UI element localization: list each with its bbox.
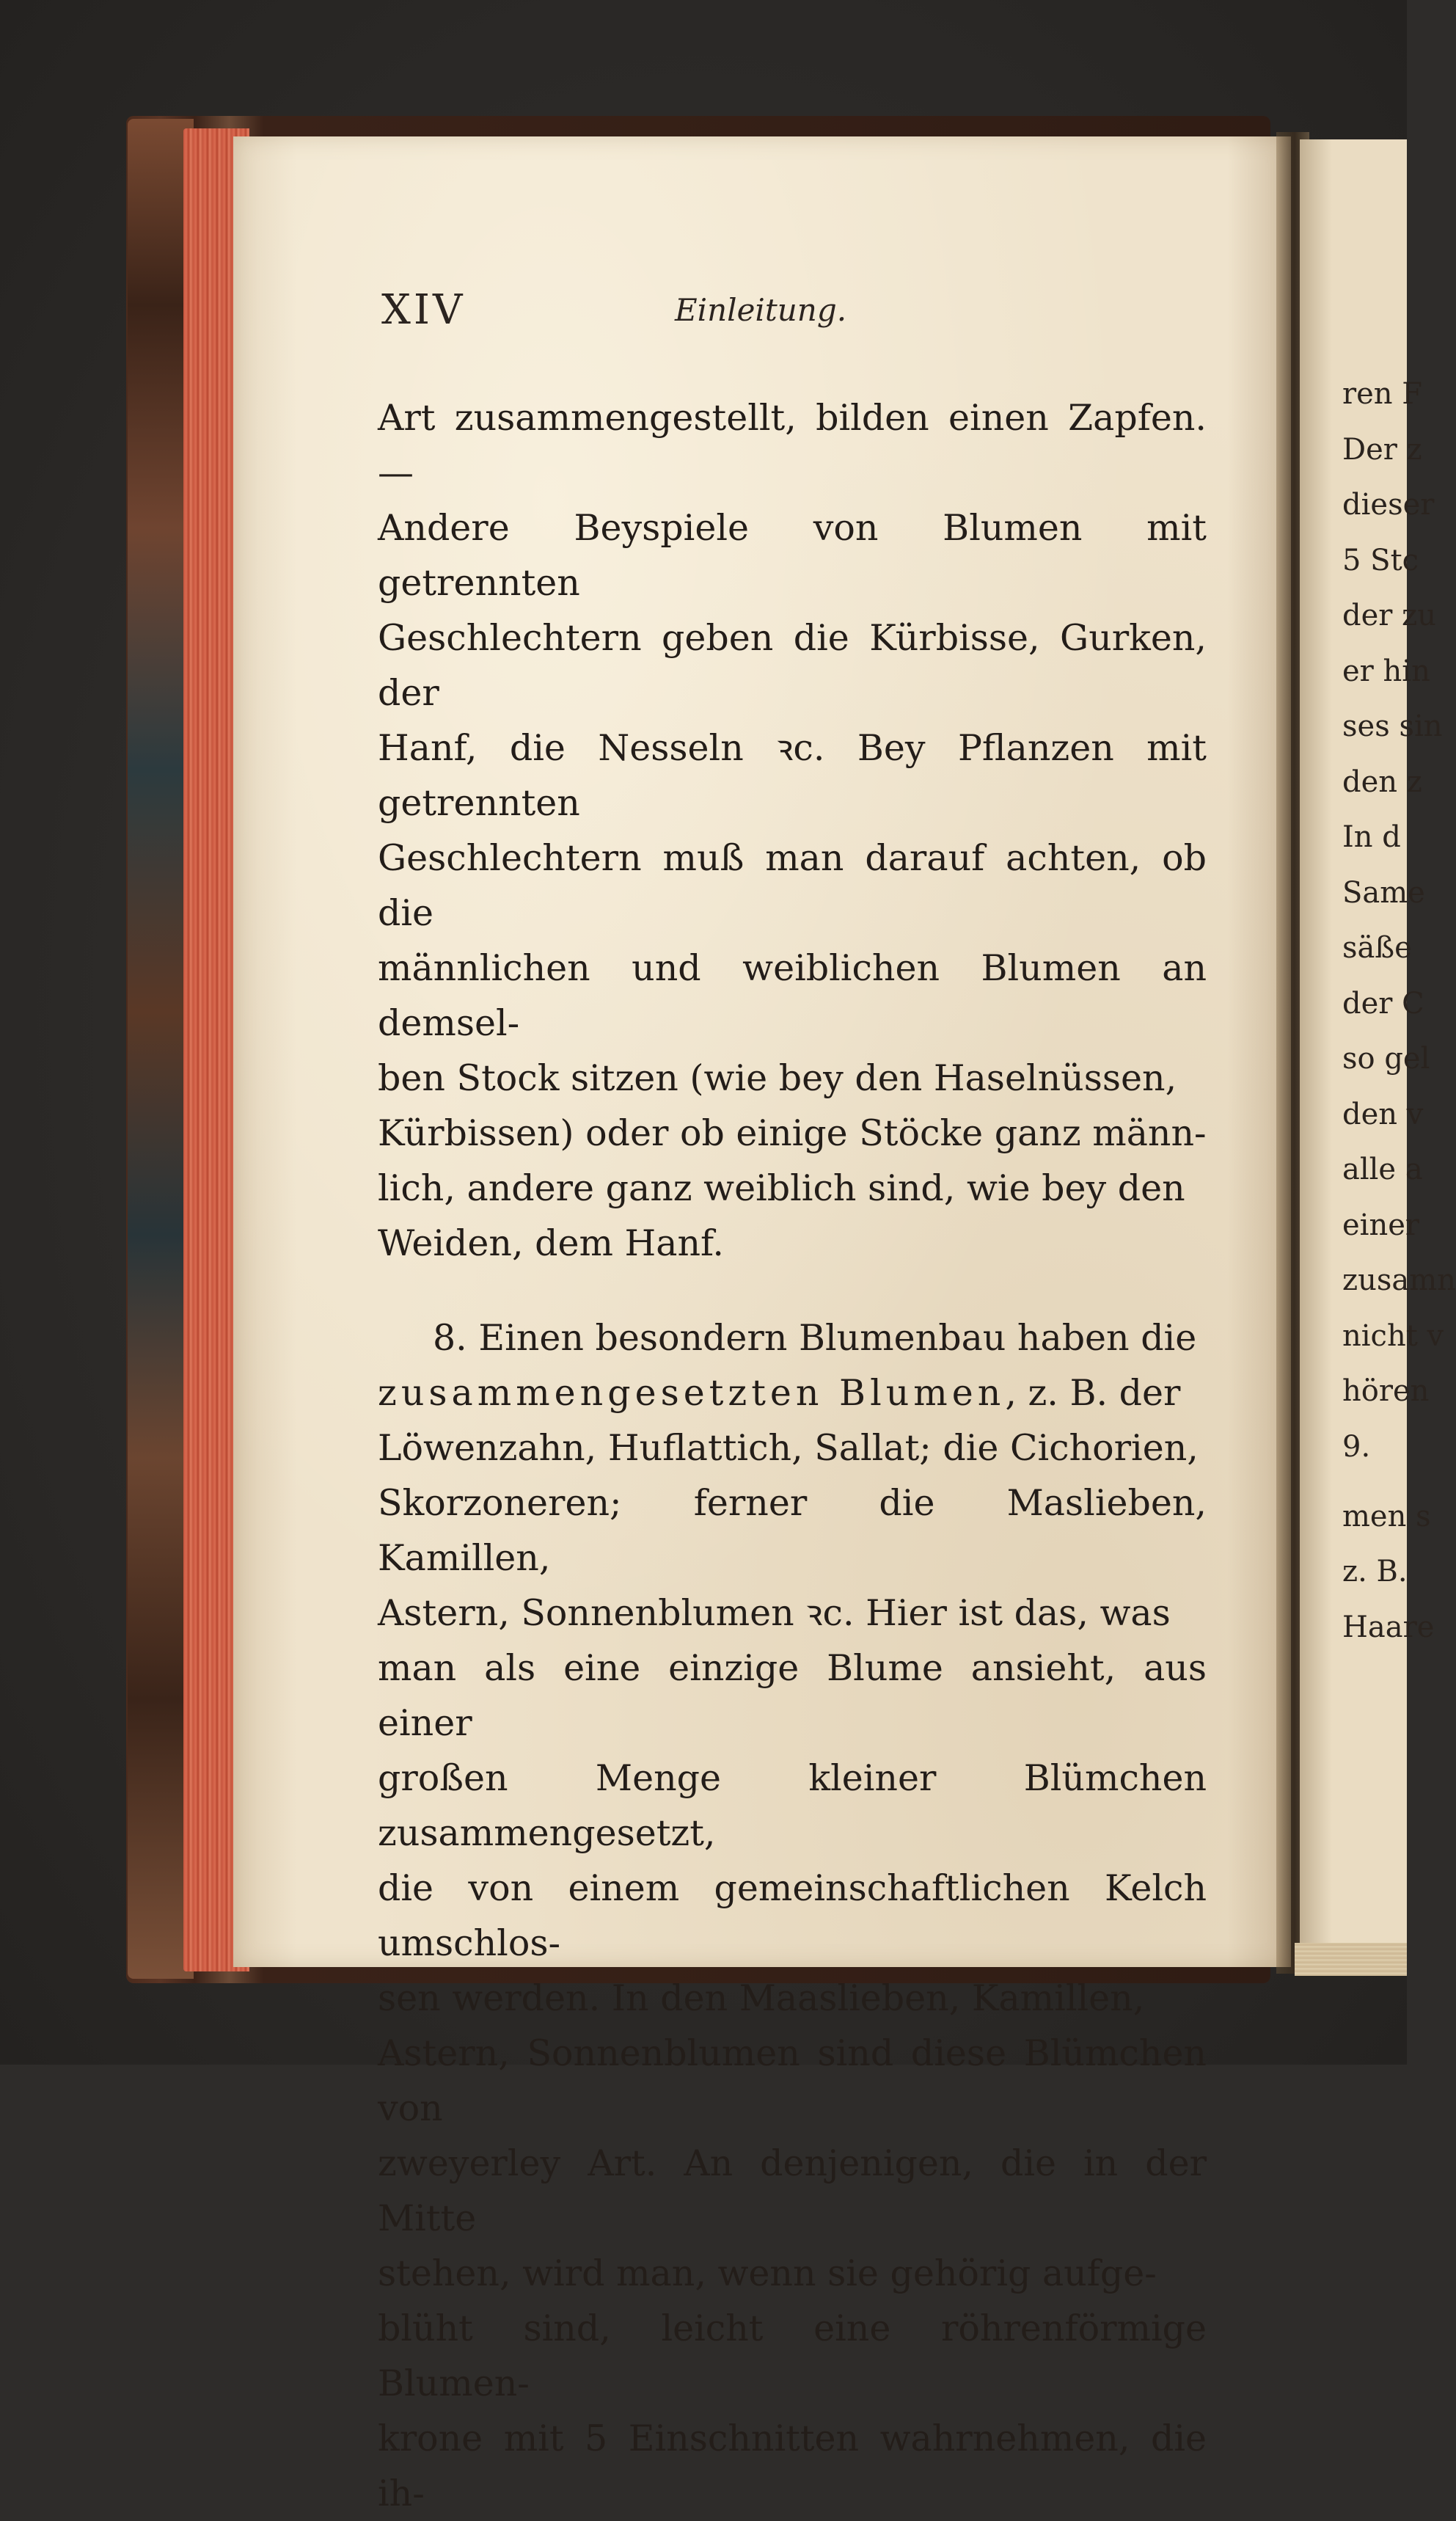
text-line: sen werden. In den Maaslieben, Kamillen, <box>378 1977 1145 2019</box>
text-line: Hanf, die Nesseln ꝛc. Bey Pflanzen mit getrennten <box>378 727 1207 824</box>
right-fragment: dieser <box>1342 488 1435 522</box>
text-line: stehen, wird man, wenn sie gehörig aufge- <box>378 2252 1157 2294</box>
text-line: lich, andere ganz weiblich sind, wie bey den <box>378 1167 1185 1209</box>
right-fragment: er hin <box>1342 654 1430 688</box>
text-line: großen Menge kleiner Blümchen zusammengesetzt, <box>378 1757 1207 1854</box>
right-fragment: In d <box>1342 820 1401 854</box>
right-fragment: 5 Stc <box>1342 543 1419 577</box>
right-fragment: 9. <box>1342 1429 1371 1464</box>
text-line: die von einem gemeinschaftlichen Kelch umschlos- <box>378 1867 1207 1964</box>
right-fragment: Der z <box>1342 432 1422 467</box>
right-page-edges <box>1295 1943 1407 1976</box>
right-fragment: den z <box>1342 765 1422 799</box>
text-line: blüht sind, leicht eine röhrenförmige Blumen- <box>378 2307 1207 2404</box>
right-fragment: den v <box>1342 1097 1424 1131</box>
right-page-text <box>1342 367 1456 1655</box>
right-fragment: zusamn <box>1342 1263 1456 1297</box>
paragraph-2 <box>378 1310 1207 2521</box>
right-fragment: ren F <box>1342 377 1423 411</box>
page-number: XIV <box>381 286 466 334</box>
right-fragment: men s <box>1342 1499 1431 1533</box>
right-fragment: der zu <box>1342 599 1436 632</box>
right-fragment: z. B. <box>1342 1555 1408 1588</box>
right-fragment: säße <box>1342 931 1412 965</box>
right-fragment: einer <box>1342 1208 1420 1242</box>
text-line: Weiden, dem Hanf. <box>378 1222 724 1264</box>
text-line: Geschlechtern geben die Kürbisse, Gurken, der <box>378 617 1207 714</box>
text-line: Astern, Sonnenblumen ꝛc. Hier ist das, was <box>378 1592 1171 1634</box>
text-line: krone mit 5 Einschnitten wahrnehmen, die ih- <box>378 2418 1207 2514</box>
text-line: zweyerley Art. An denjenigen, die in der Mitte <box>378 2142 1207 2239</box>
right-fragment: alle a <box>1342 1153 1423 1186</box>
right-fragment: ses sin <box>1342 709 1443 743</box>
page-header <box>381 286 1203 334</box>
text-line: Skorzoneren; ferner die Maslieben, Kamillen, <box>378 1482 1207 1579</box>
text-line: Löwenzahn, Huflattich, Sallat; die Cichorien, <box>378 1427 1199 1469</box>
text-line: männlichen und weiblichen Blumen an demsel- <box>378 947 1207 1044</box>
text-line: Andere Beyspiele von Blumen mit getrennten <box>378 507 1207 604</box>
right-fragment: hören <box>1342 1374 1430 1408</box>
text-line: Astern, Sonnenblumen sind diese Blümchen von <box>378 2032 1207 2129</box>
right-fragment: der C <box>1342 986 1424 1021</box>
text-line: ben Stock sitzen (wie bey den Haselnüssen, <box>378 1057 1177 1099</box>
running-head: Einleitung. <box>675 292 847 328</box>
emphasized-term: zusammengesetzten Blumen <box>378 1372 1006 1414</box>
right-fragment: Same <box>1342 875 1425 910</box>
paragraph-1 <box>378 390 1207 1271</box>
text-line: Geschlechtern muß man darauf achten, ob die <box>378 837 1207 934</box>
right-fragment: nicht v <box>1342 1318 1444 1353</box>
text-line: Art zusammengestellt, bilden einen Zapfen. — <box>378 397 1207 494</box>
text-line: , z. B. der <box>1005 1372 1181 1414</box>
text-line: Kürbissen) oder ob einige Stöcke ganz männ- <box>378 1112 1207 1154</box>
page-body <box>378 390 1207 2521</box>
text-line: man als eine einzige Blume ansieht, aus einer <box>378 1647 1207 1744</box>
text-line: 8. Einen besondern Blumenbau haben die <box>433 1317 1197 1359</box>
right-fragment: so gel <box>1342 1042 1430 1076</box>
right-fragment: Haare <box>1342 1610 1435 1644</box>
